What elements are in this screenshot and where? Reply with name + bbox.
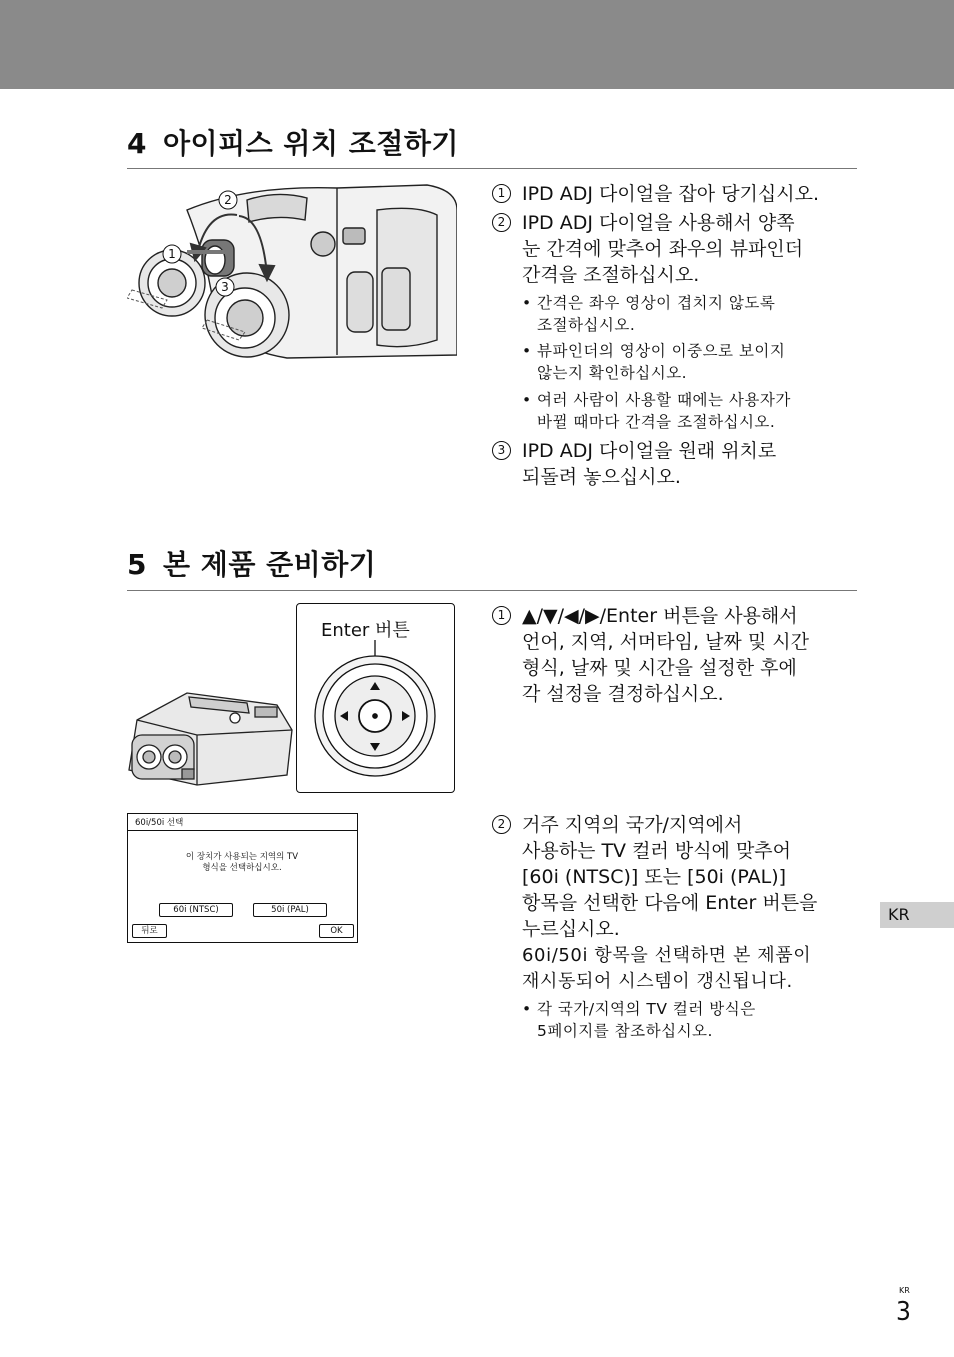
figure-marker-2: 2 [224,193,232,207]
step-marker: 2 [492,815,511,834]
bullet-dot: • [522,1000,532,1018]
bullet-text: 각 국가/지역의 TV 컬러 방식은 5페이지를 참조하십시오. [537,1000,756,1040]
section-5-heading: 본 제품 준비하기 [162,548,377,581]
section-5-step-2 [492,812,862,942]
section-4-bullet-2 [522,340,862,384]
step-text: IPD ADJ 다이얼을 사용해서 양쪽 눈 간격에 맞추어 좌우의 뷰파인더 간격을 조절하십시오. [522,212,804,286]
bullet-dot: • [522,294,532,312]
bullet-text: 여러 사람이 사용할 때에는 사용자가 바뀔 때마다 간격을 조절하십시오. [537,391,791,431]
control-pad-illustration [313,640,438,785]
bullet-text: 간격은 좌우 영상이 겹치지 않도록 조절하십시오. [537,294,776,334]
section-4-step-2 [492,210,862,288]
step-marker: 1 [492,606,511,625]
section-5-step-1 [492,603,862,707]
page-number: 3 [896,1297,911,1327]
section-4-bullet-1 [522,292,862,336]
bullet-text: 뷰파인더의 영상이 이중으로 보이지 않는지 확인하십시오. [537,342,786,382]
bullet-dot: • [522,391,532,409]
section-5-bullet-1 [522,998,862,1042]
section-4-title [127,127,459,160]
screen-message: 이 장치가 사용되는 지역의 TV 형식을 선택하십시오. [185,852,299,873]
screen-title: 60i/50i 선택 [135,818,184,828]
step-marker: 3 [492,441,511,460]
step-marker: 2 [492,213,511,232]
ok-button[interactable]: OK [319,924,354,938]
ntsc-option-button[interactable]: 60i (NTSC) [159,903,233,917]
step-text: 거주 지역의 국가/지역에서 사용하는 TV 컬러 방식에 맞추어 [60i (NTSC)] 또는 [50i (PAL)] 항목을 선택한 다음에 Enter 버튼을 누르십시오. [522,814,818,940]
step-text: IPD ADJ 다이얼을 잡아 당기십시오. [522,183,820,205]
section-4-bullet-3 [522,389,862,433]
section-5-number: 5 [127,548,147,581]
back-button[interactable]: 뒤로 [132,924,167,938]
section-5-rule [127,590,857,591]
section-4-rule [127,168,857,169]
format-select-screen [127,813,358,943]
figure-marker-1: 1 [168,247,176,261]
page-code: KR [899,1286,910,1295]
section-4-step-1 [492,181,862,207]
header-band [0,0,954,89]
bullet-dot: • [522,342,532,360]
language-tab: KR [880,902,954,928]
step-text: IPD ADJ 다이얼을 원래 위치로 되돌려 놓으십시오. [522,440,777,488]
figure-marker-3: 3 [221,280,229,294]
binocular-eyepiece-illustration [127,180,457,360]
section-4-step-3 [492,438,862,490]
section-5-title [127,548,377,581]
enter-button-label: Enter 버튼 [321,620,410,641]
section-5-note: 60i/50i 항목을 선택하면 본 제품이 재시동되어 시스템이 갱신됩니다. [522,945,812,992]
step-text: ▲/▼/◀/▶/Enter 버튼을 사용해서 언어, 지역, 서머타임, 날짜 및 시간 형식, 날짜 및 시간을 설정한 후에 각 설정을 결정하십시오. [522,605,809,705]
binocular-body-illustration [127,685,297,790]
section-4-heading: 아이피스 위치 조절하기 [162,127,459,160]
screen-header [128,814,357,831]
section-4-number: 4 [127,127,147,160]
step-marker: 1 [492,184,511,203]
pal-option-button[interactable]: 50i (PAL) [253,903,327,917]
